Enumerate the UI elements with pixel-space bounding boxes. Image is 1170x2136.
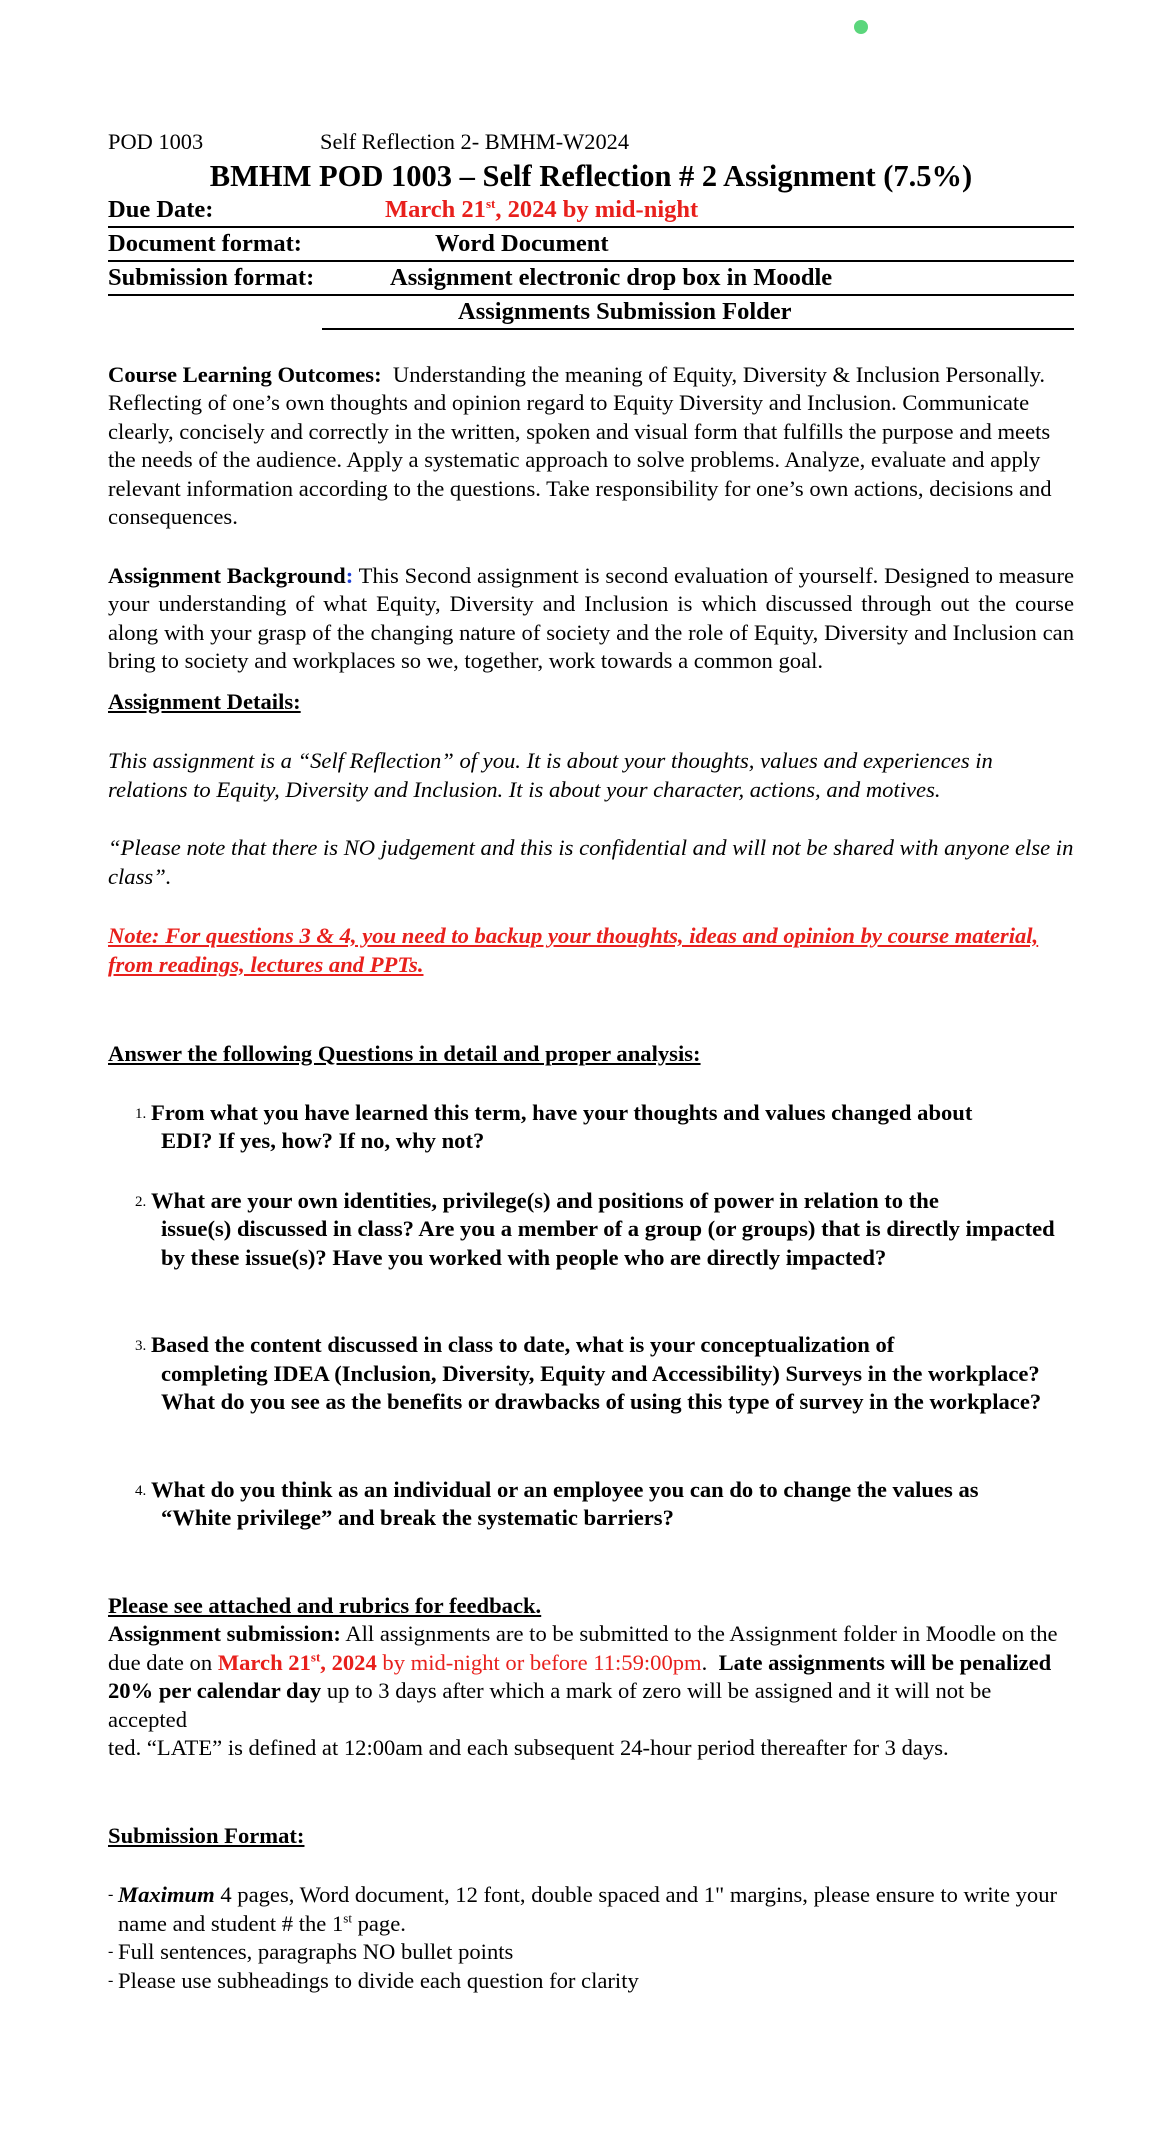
status-dot-icon — [854, 20, 868, 34]
confidential-note: “Please note that there is NO judgement and this is confidential and will not be shared with anyone else in class”. — [108, 835, 1074, 889]
due-date-value: March 21st, 2024 by mid-night — [385, 195, 699, 223]
running-title: Self Reflection 2- BMHM-W2024 — [320, 129, 630, 154]
due-date-row — [108, 194, 1074, 228]
submission-folder-row — [322, 296, 1074, 330]
assignment-background: Assignment Background: This Second assignment is second evaluation of yourself. Designed to measure your understanding of what Equity, Diversity and Inclusion is which discussed through out the course along with your grasp of the changing nature of society and the role of Equity, Diversity and Inclusion can bring to society and workplaces so we, together, work towards a common goal. — [108, 562, 1074, 673]
page-title: BMHM POD 1003 – Self Reflection # 2 Assignment (7.5%) — [209, 158, 973, 193]
list-item: - Maximum 4 pages, Word document, 12 font, double spaced and 1" margins, please ensure to write your name and student # the 1st page. — [108, 1882, 1058, 1936]
details-paragraph: This assignment is a “Self Reflection” of you. It is about your thoughts, values and experiences in relations to Equity, Diversity and Inclusion. It is about your character, actions, and motives. — [108, 748, 993, 802]
list-item: 1. From what you have learned this term, have your thoughts and values changed about EDI? If yes, how? If no, why not? — [135, 1099, 973, 1153]
course-code: POD 1003 — [108, 129, 204, 154]
details-heading: Assignment Details: — [108, 688, 301, 714]
list-item: - Please use subheadings to divide each question for clarity — [108, 1967, 639, 1993]
questions-heading: Answer the following Questions in detail and proper analysis: — [108, 1041, 701, 1066]
submission-format-label: Submission format: — [108, 263, 315, 291]
submission-paragraph: Assignment submission: All assignments are to be submitted to the Assignment folder in Moodle on the due date on March 21st, 2024 by mid-night or before 11:59:00pm. Late assignments will be penalized 20% per calendar day up to 3 days after which a mark of zero will be assigned and it will not be accepted — [108, 1621, 1058, 1732]
rubrics-note: Please see attached and rubrics for feedback. — [108, 1592, 542, 1618]
document-format-value: Word Document — [435, 229, 609, 257]
list-item: 3. Based the content discussed in class to date, what is your conceptualization of completing IDEA (Inclusion, Diversity, Equity and Accessibility) Surveys in the workplace? What do you see as the benefits or drawbacks of using this type of survey in the workplace? — [135, 1332, 1042, 1414]
outcomes-label: Course Learning Outcomes: — [108, 361, 382, 387]
document-format-row — [108, 228, 1074, 262]
course-outcomes: Course Learning Outcomes: Understanding the meaning of Equity, Diversity & Inclusion Personally. Reflecting of one’s own thoughts and opinion regard to Equity Diversity and Inclusion. Communicate clearly, concisely and correctly in the written, spoken and visual form that fulfills the purpose and meets the needs of the audience. Apply a systematic approach to solve problems. Analyze, evaluate and apply relevant information according to the questions. Take responsibility for one’s own actions, decisions and consequences. — [108, 361, 1052, 529]
questions-list — [108, 1099, 1074, 1533]
document-format-label: Document format: — [108, 229, 302, 257]
document-page — [108, 128, 1074, 1995]
submission-folder-value: Assignments Submission Folder — [458, 297, 792, 325]
late-definition: ted. “LATE” is defined at 12:00am and each subsequent 24-hour period thereafter for 3 days. — [108, 1735, 949, 1760]
list-item: 2. What are your own identities, privilege(s) and positions of power in relation to the issue(s) discussed in class? Are you a member of a group (or groups) that is directly impacted by these issue(s)? Have you worked with people who are directly impacted? — [135, 1187, 1055, 1270]
list-item: - Full sentences, paragraphs NO bullet points — [108, 1939, 514, 1964]
running-header — [108, 128, 1074, 157]
submission-format-row — [108, 262, 1074, 296]
due-date-label: Due Date: — [108, 195, 214, 223]
submission-format-value: Assignment electronic drop box in Moodle — [390, 263, 833, 291]
format-list — [108, 1881, 1074, 1995]
list-item: 4. What do you think as an individual or an employee you can do to change the values as “White privilege” and break the systematic barriers? — [135, 1476, 979, 1530]
course-material-note: Note: For questions 3 & 4, you need to backup your thoughts, ideas and opinion by course material, from readings, lectures and PPTs. — [108, 923, 1039, 977]
format-heading: Submission Format: — [108, 1822, 305, 1848]
